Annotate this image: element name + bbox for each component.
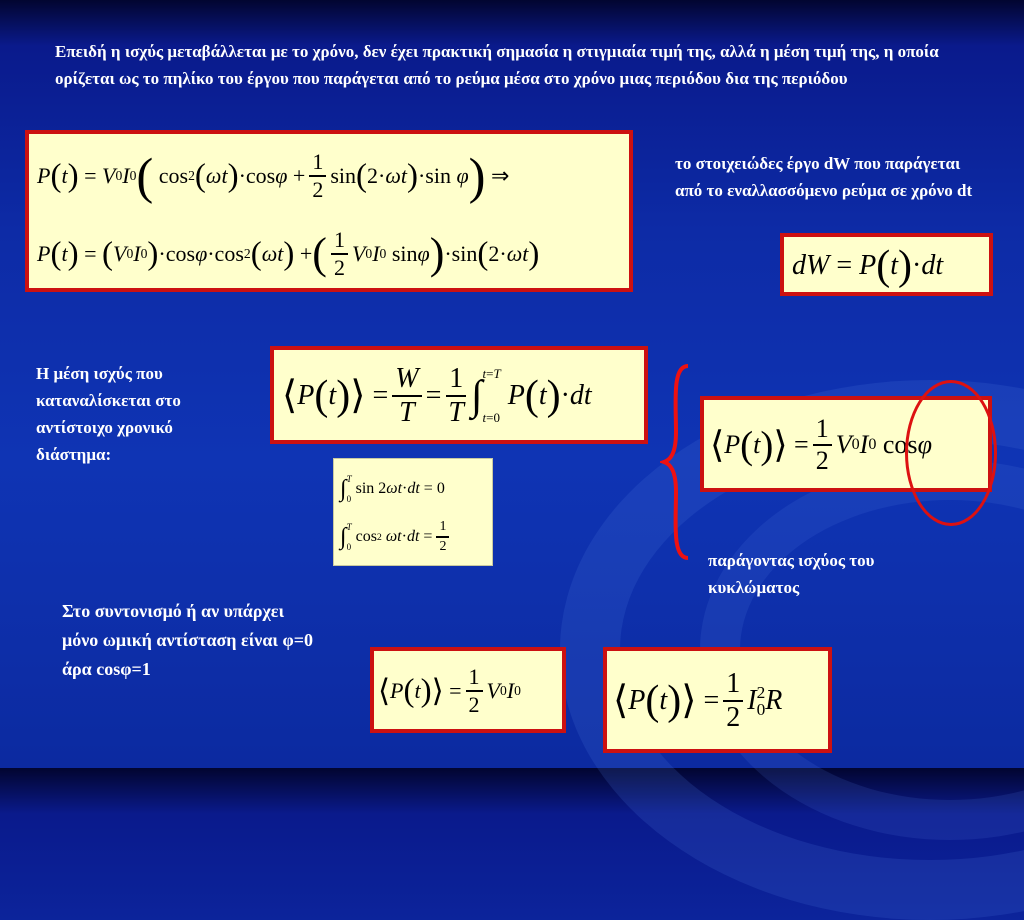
mean-power-result-box [700, 396, 992, 492]
power-factor-note: παράγοντας ισχύος του κυκλώματος [708, 551, 875, 597]
mean-power-definition-equation: ⟨ P ( t ) ⟩ = $\frac{W}{T}$ = $\frac{1}{T}$ ∫ t=T t=0 P ( t ) · dt [282, 363, 592, 428]
resistance-power-equation: ⟨ P ( t ) ⟩ = $\frac{1}{2}$ I 2 0 R [613, 668, 783, 733]
power-equation-line-2: P ( t ) = ( V 0 I 0 ) ·cos φ ·cos 2 ( ωt ) + ( $\frac{1}{2}$ V 0 I 0 sin φ ) ·sin ( 2· ωt ) [37, 227, 540, 280]
curly-brace [660, 362, 700, 562]
resonance-power-equation: ⟨ P ( t ) ⟩ = $\frac{1}{2}$ V 0 I 0 [378, 664, 521, 717]
power-equation-line-1: P ( t ) = V 0 I 0 ( cos 2 ( ωt ) ·cos φ + $\frac{1}{2}$ sin ( 2· ωt ) ·sin φ ) ⇒ [37, 147, 510, 204]
instantaneous-power-box [25, 130, 633, 292]
mean-power-note: Η μέση ισχύς που καταναλίσκεται στο αντίστοιχο χρονικό διάστημα: [36, 364, 181, 464]
work-note: το στοιχειώδες έργο dW που παράγεται από το εναλλασσόμενο ρεύμα σε χρόνο dt [675, 154, 973, 200]
mean-power-result-equation: ⟨ P ( t ) ⟩ = $\frac{1}{2}$ V 0 I 0 cos φ [710, 414, 932, 475]
intro-paragraph: Επειδή η ισχύς μεταβάλλεται με το χρόνο, δεν έχει πρακτική σημασία η στιγμιαία τιμή της, αλλά η μέση τιμή της, η οποία ορίζεται ως το πηλίκο του έργου που παράγεται από το ρεύμα μέσα στο χρόνο μιας περιόδου δια της περιόδου [55, 42, 939, 88]
integrals-box [333, 458, 493, 566]
work-element-box [780, 233, 993, 296]
work-element-equation: dW = P ( t ) · dt [792, 243, 944, 289]
resonance-power-box [370, 647, 566, 733]
resistance-power-box [603, 647, 832, 753]
cos-integral-equation: ∫ T 0 cos 2 ωt · dt = $\frac{1}{2}$ [340, 513, 453, 561]
mean-power-definition-box [270, 346, 648, 444]
sin-integral-equation: ∫ T 0 sin 2 ωt · dt = 0 [340, 474, 445, 504]
resonance-note: Στο συντονισμό ή αν υπάρχει μόνο ωμική αντίσταση είναι φ=0 άρα cosφ=1 [62, 601, 313, 679]
